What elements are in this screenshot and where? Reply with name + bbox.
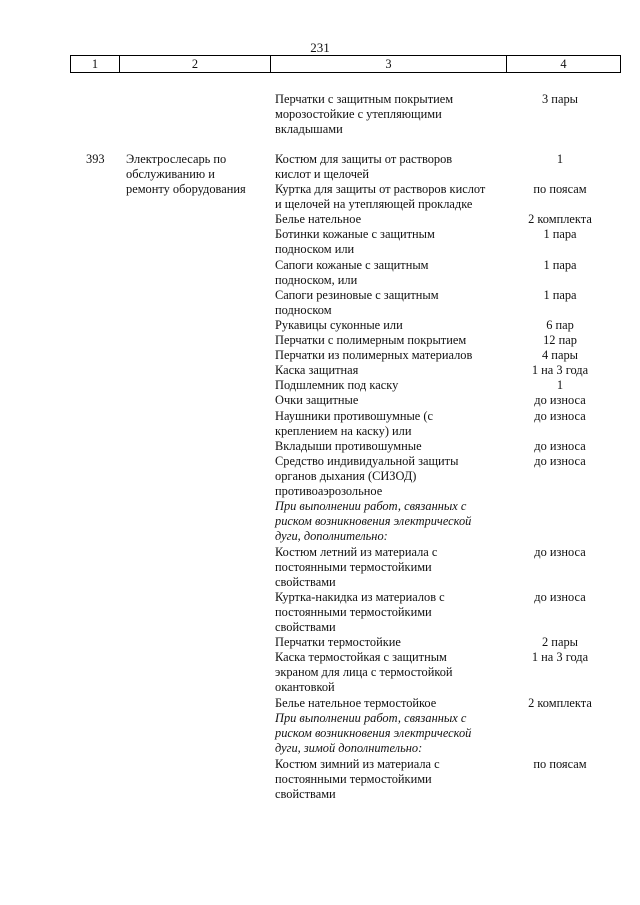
ppe-quantity: 2 комплекта — [528, 212, 592, 226]
ppe-item: Наушники противошумные (с креплением на каску) или — [275, 409, 434, 439]
ppe-quantity: 1 — [556, 378, 564, 392]
header-col-2: 2 — [120, 56, 271, 72]
section-note: При выполнении работ, связанных с риском возникновения электрической дуги, зимой дополнительно: — [275, 711, 472, 756]
ppe-quantity: 1 пара — [543, 227, 577, 241]
ppe-item: Сапоги кожаные с защитным подноском, или — [275, 258, 429, 288]
section-note: При выполнении работ, связанных с риском возникновения электрической дуги, дополнительно: — [275, 499, 472, 544]
ppe-item: Перчатки с полимерным покрытием — [275, 333, 467, 347]
ppe-quantity: 4 пары — [542, 348, 578, 362]
ppe-quantity: 1 на 3 года — [531, 650, 589, 664]
ppe-quantity: до износа — [534, 545, 586, 559]
entry-profession: Электрослесарь по обслуживанию и ремонту оборудования — [126, 152, 246, 197]
ppe-item: Куртка для защиты от растворов кислот и щелочей на утепляющей прокладке — [275, 182, 486, 212]
ppe-quantity: до износа — [534, 409, 586, 423]
ppe-item: Ботинки кожаные с защитным подноском или — [275, 227, 435, 257]
ppe-item: Вкладыши противошумные — [275, 439, 422, 453]
entry-number: 393 — [86, 152, 105, 166]
ppe-item: Костюм для защиты от растворов кислот и щелочей — [275, 152, 453, 182]
ppe-item: Белье нательное — [275, 212, 362, 226]
ppe-quantity: до износа — [534, 393, 586, 407]
ppe-quantity: 3 пары — [542, 92, 578, 106]
ppe-item: Подшлемник под каску — [275, 378, 399, 392]
ppe-item: Сапоги резиновые с защитным подноском — [275, 288, 439, 318]
table-header — [70, 55, 621, 73]
ppe-item: Куртка-накидка из материалов с постоянными термостойкими свойствами — [275, 590, 445, 635]
ppe-quantity: 12 пар — [543, 333, 577, 347]
ppe-item: Рукавицы суконные или — [275, 318, 403, 332]
ppe-quantity: 1 пара — [543, 258, 577, 272]
ppe-item: Каска термостойкая с защитным экраном для лица с термостойкой окантовкой — [275, 650, 453, 695]
ppe-quantity: до износа — [534, 439, 586, 453]
ppe-quantity: до износа — [534, 454, 586, 468]
ppe-quantity: 6 пар — [546, 318, 574, 332]
ppe-quantity: по поясам — [533, 757, 587, 771]
ppe-quantity: 1 на 3 года — [531, 363, 589, 377]
ppe-item: Каска защитная — [275, 363, 359, 377]
ppe-item: Очки защитные — [275, 393, 359, 407]
ppe-quantity: 2 пары — [542, 635, 578, 649]
ppe-item: Костюм летний из материала с постоянными термостойкими свойствами — [275, 545, 438, 590]
ppe-quantity: до износа — [534, 590, 586, 604]
ppe-item: Средство индивидуальной защиты органов дыхания (СИЗОД) противоаэрозольное — [275, 454, 459, 499]
ppe-item: Перчатки из полимерных материалов — [275, 348, 473, 362]
ppe-item: Костюм зимний из материала с постоянными термостойкими свойствами — [275, 757, 440, 802]
ppe-item: Белье нательное термостойкое — [275, 696, 437, 710]
ppe-item: Перчатки термостойкие — [275, 635, 401, 649]
ppe-quantity: 1 пара — [543, 288, 577, 302]
page-number: 231 — [310, 40, 330, 55]
ppe-quantity: по поясам — [533, 182, 587, 196]
ppe-item: Перчатки с защитным покрытием морозостойкие с утепляющими вкладышами — [275, 92, 454, 137]
ppe-quantity: 2 комплекта — [528, 696, 592, 710]
header-col-3: 3 — [271, 56, 507, 72]
header-col-1: 1 — [71, 56, 120, 72]
ppe-quantity: 1 — [556, 152, 564, 166]
header-col-4: 4 — [507, 56, 621, 72]
